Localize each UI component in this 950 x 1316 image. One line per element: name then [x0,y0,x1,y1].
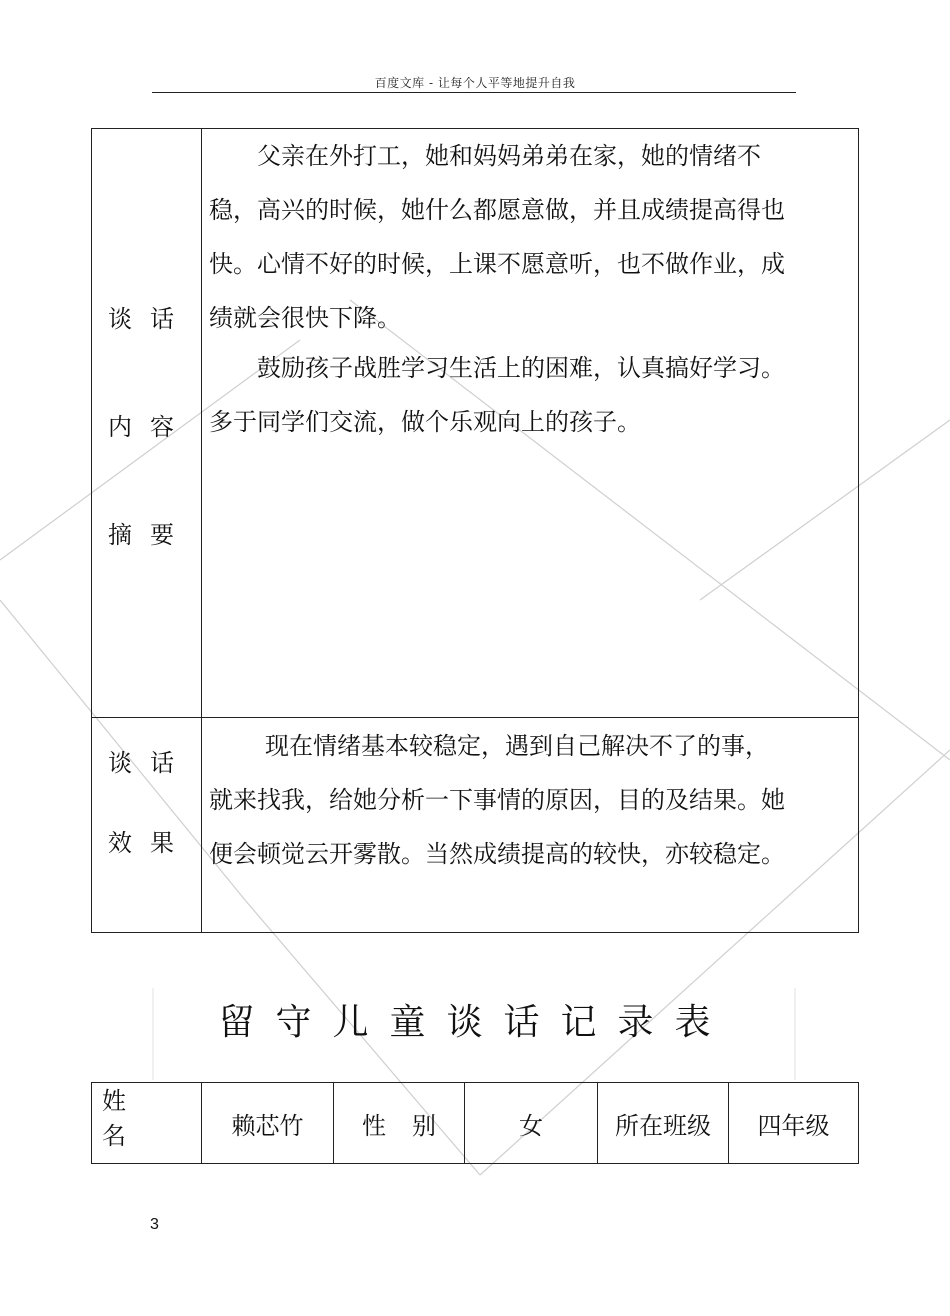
summary-label-line-3: 摘要 [108,521,192,549]
summary-label-line-2: 内容 [108,413,192,441]
column-divider [201,129,202,932]
name-label: 姓名 [92,1083,202,1163]
class-label: 所在班级 [598,1083,729,1163]
talk-record-table [91,128,859,933]
effect-paragraph: 现在情绪基本较稳定，遇到自己解决不了的事，就来找我，给她分析一下事情的原因，目的及结果。她便会顿觉云开雾散。当然成绩提高的较快，亦较稳定。 [209,732,785,868]
gender-label: 性别 [334,1083,465,1163]
student-info-row [91,1082,859,1164]
summary-paragraph-2: 鼓励孩子战胜学习生活上的困难，认真搞好学习。多于同学们交流，做个乐观向上的孩子。 [209,354,785,436]
class-value: 四年级 [757,1111,830,1140]
header-rule [152,92,796,93]
page-header: 百度文库 - 让每个人平等地提升自我 [374,76,576,90]
gender-value: 女 [465,1083,598,1163]
summary-paragraph-1: 父亲在外打工，她和妈妈弟弟在家，她的情绪不稳，高兴的时候，她什么都愿意做，并且成绩提高得也快。心情不好的时候，上课不愿意听，也不做作业，成绩就会很快下降。 [209,142,785,332]
effect-label-line-1: 谈话 [108,749,192,777]
form-title: 留守儿童谈话记录表 [218,1002,732,1043]
summary-label-line-1: 谈话 [108,305,192,333]
row-divider [92,717,858,718]
page-number: 3 [150,1216,159,1233]
name-value: 赖芯竹 [202,1083,334,1163]
effect-label-line-2: 效果 [108,829,192,857]
